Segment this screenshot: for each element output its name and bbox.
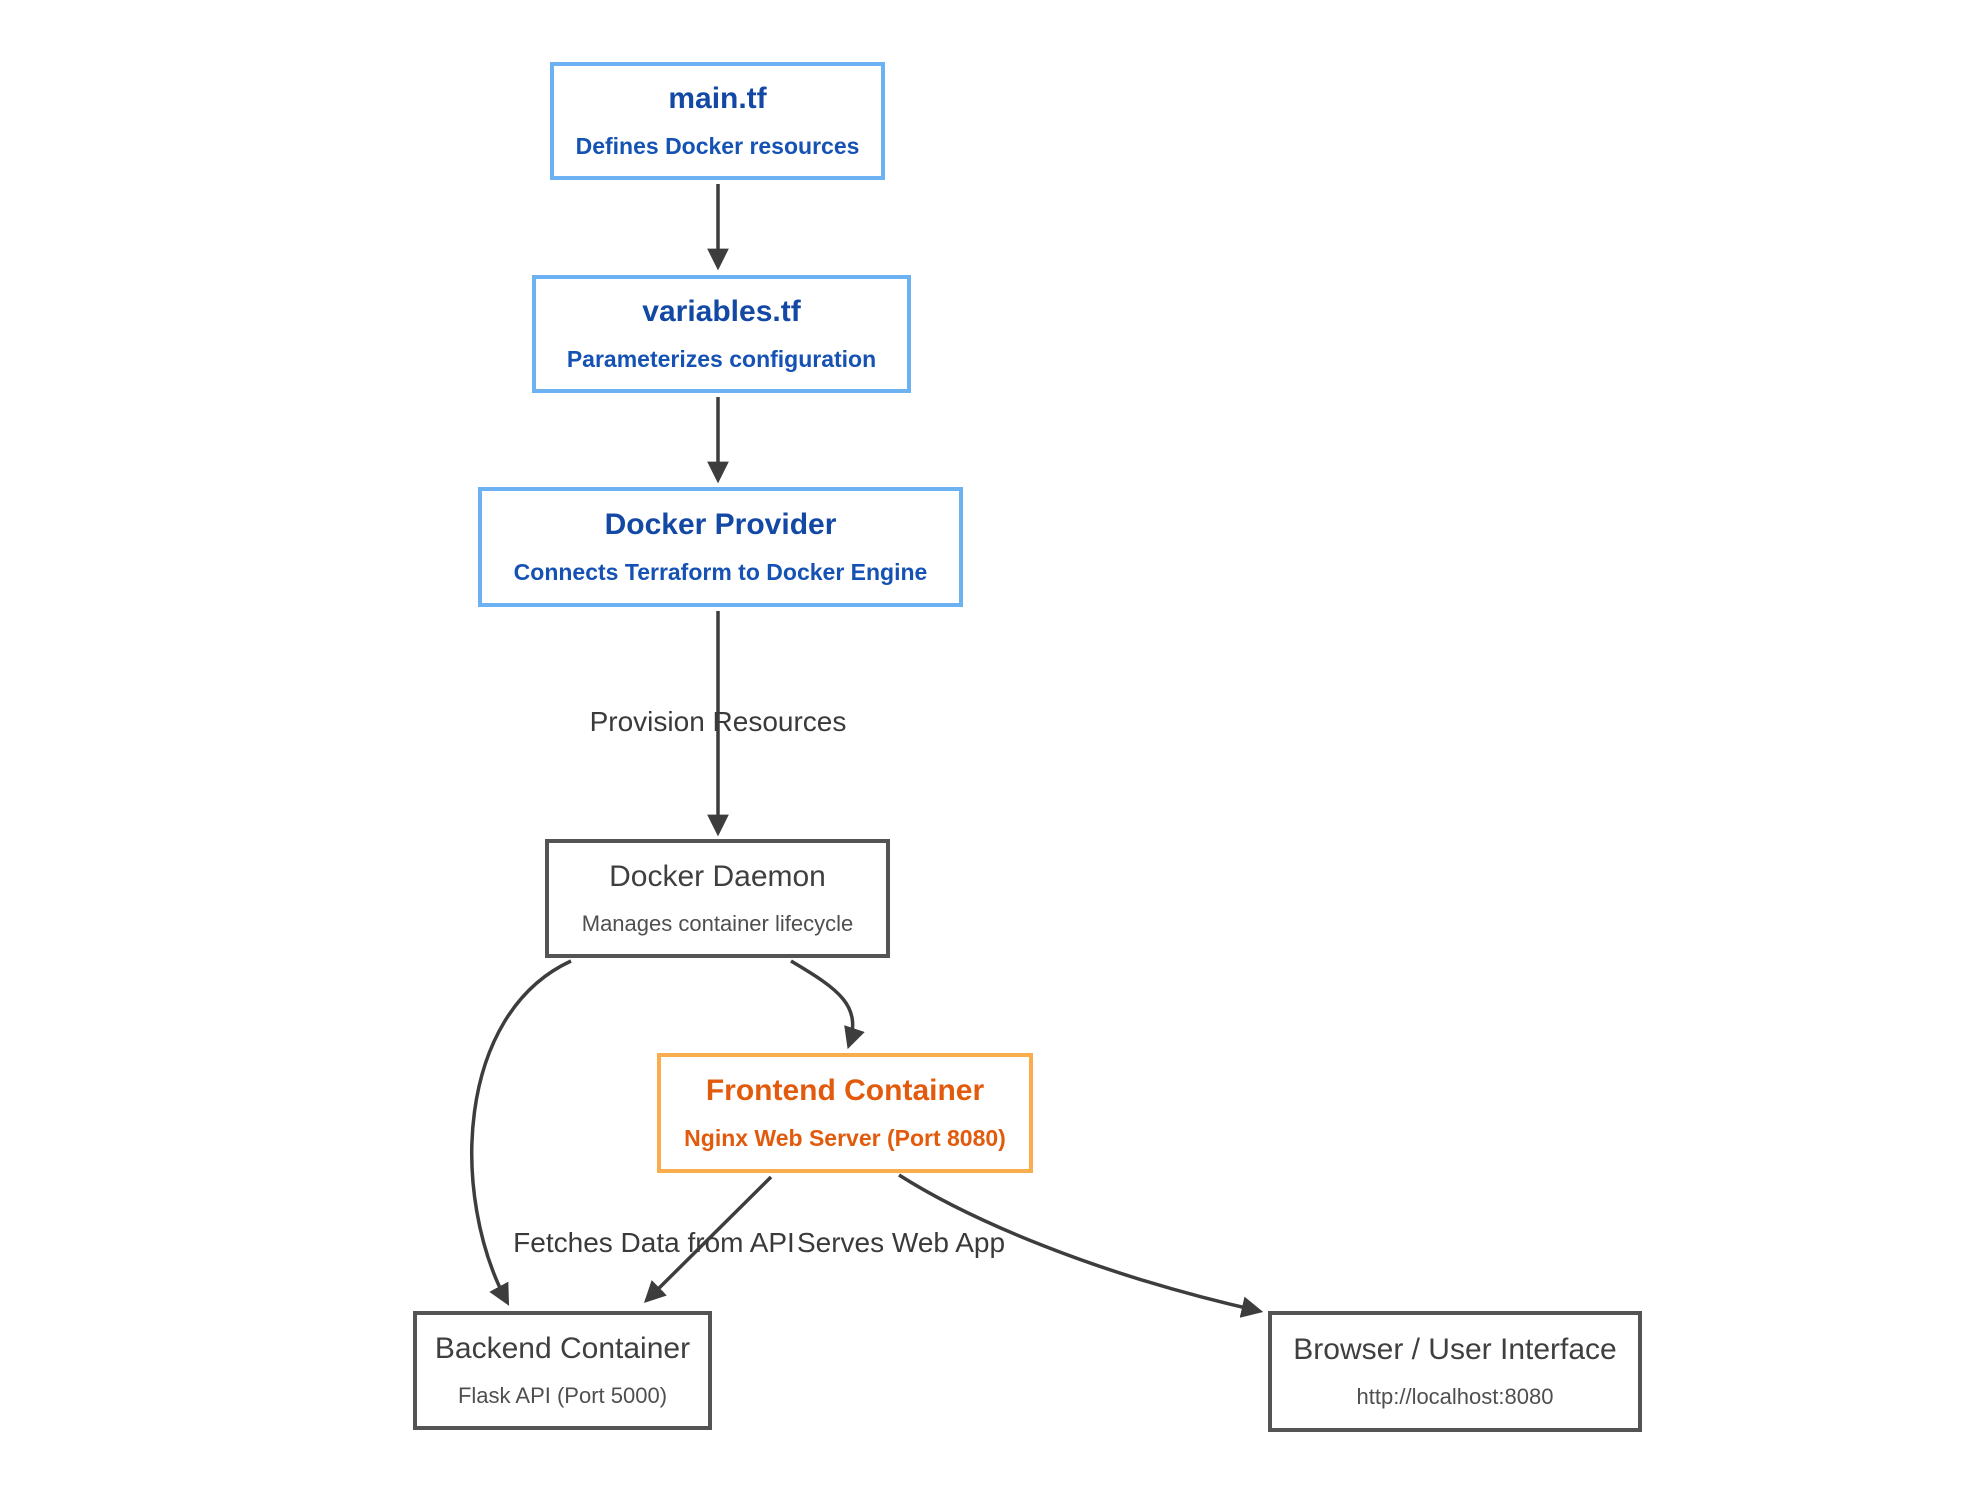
edge-label-fetches-data-from-api: Fetches Data from API [513,1227,795,1258]
node-backend-container-title: Backend Container [434,1332,691,1365]
node-main-tf-subtitle: Defines Docker resources [575,133,860,159]
node-variables-tf-title: variables.tf [642,295,801,328]
node-variables-tf [532,275,911,393]
node-frontend-container [657,1053,1033,1173]
node-docker-daemon [545,839,890,958]
node-browser-ui-subtitle: http://localhost:8080 [1356,1384,1554,1409]
node-variables-tf-subtitle: Parameterizes configuration [566,346,877,372]
edge-label-serves-web-app: Serves Web App [796,1227,1006,1258]
node-frontend-container-subtitle: Nginx Web Server (Port 8080) [684,1125,1006,1151]
node-docker-provider-subtitle: Connects Terraform to Docker Engine [513,559,928,585]
node-frontend-container-title: Frontend Container [705,1074,985,1107]
node-docker-provider-title: Docker Provider [604,508,837,541]
node-backend-container-subtitle: Flask API (Port 5000) [457,1383,668,1408]
edge-daemon-to-frontend [791,961,853,1045]
node-browser-ui [1268,1311,1642,1432]
node-main-tf-title: main.tf [668,82,767,115]
node-docker-provider [478,487,963,607]
node-browser-ui-title: Browser / User Interface [1293,1333,1617,1366]
node-docker-daemon-subtitle: Manages container lifecycle [581,911,854,936]
edge-label-provision-resources: Provision Resources [589,706,847,737]
node-docker-daemon-title: Docker Daemon [609,860,826,893]
node-backend-container [413,1311,712,1430]
node-main-tf [550,62,885,180]
